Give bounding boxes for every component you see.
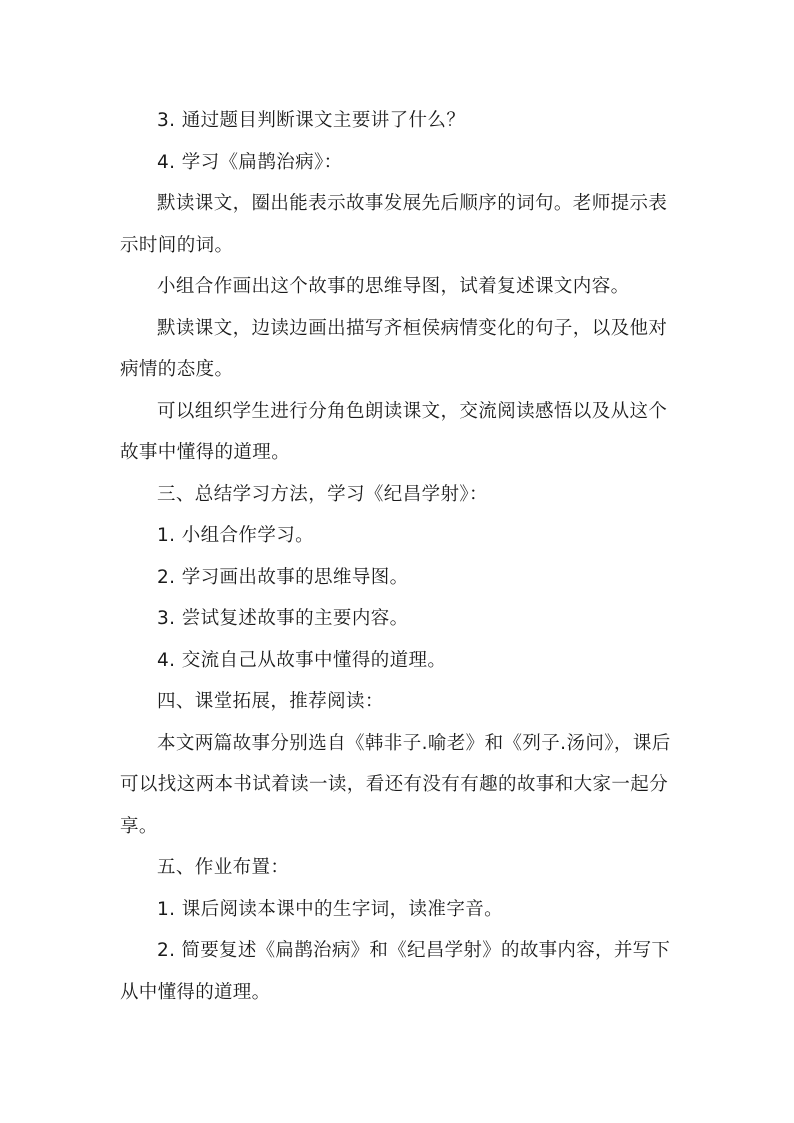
paragraph-question-3: 3. 通过题目判断课文主要讲了什么？: [157, 110, 466, 131]
paragraph-recommended-reading: 本文两篇故事分别选自《韩非子.喻老》和《列子.汤问》，课后可以找这两本书试着读一读，看还有没有有趣的故事和大家一起分享。: [120, 732, 671, 837]
paragraph-study-bianque: 4. 学习《扁鹊治病》：: [157, 151, 343, 173]
paragraph-illness-changes: 默读课文，边读边画出描写齐桓侯病情变化的句子，以及他对病情的态度。: [120, 317, 668, 380]
document-body: [120, 100, 676, 1013]
heading-homework: 五、作业布置：: [157, 857, 290, 878]
list-item-group-study: 1. 小组合作学习。: [157, 525, 315, 546]
heading-class-extension: 四、课堂拓展，推荐阅读：: [157, 691, 384, 712]
paragraph-role-reading: 可以组织学生进行分角色朗读课文，交流阅读感悟以及从这个故事中懂得的道理。: [120, 400, 668, 463]
heading-summarize-methods: 三、总结学习方法，学习《纪昌学射》：: [157, 483, 488, 505]
list-item-retell: 3. 尝试复述故事的主要内容。: [157, 608, 409, 629]
paragraph-silent-read-sequence: 默读课文，圈出能表示故事发展先后顺序的词句。老师提示表示时间的词。: [120, 193, 668, 256]
list-item-homework-2: 2. 简要复述《扁鹊治病》和《纪昌学射》的故事内容，并写下从中懂得的道理。: [120, 940, 671, 1003]
list-item-share-lesson: 4. 交流自己从故事中懂得的道理。: [157, 649, 447, 671]
paragraph-group-mindmap: 小组合作画出这个故事的思维导图，试着复述课文内容。: [157, 276, 630, 297]
list-item-homework-1: 1. 课后阅读本课中的生字词，读准字音。: [157, 898, 504, 920]
list-item-draw-mindmap: 2. 学习画出故事的思维导图。: [157, 566, 409, 588]
